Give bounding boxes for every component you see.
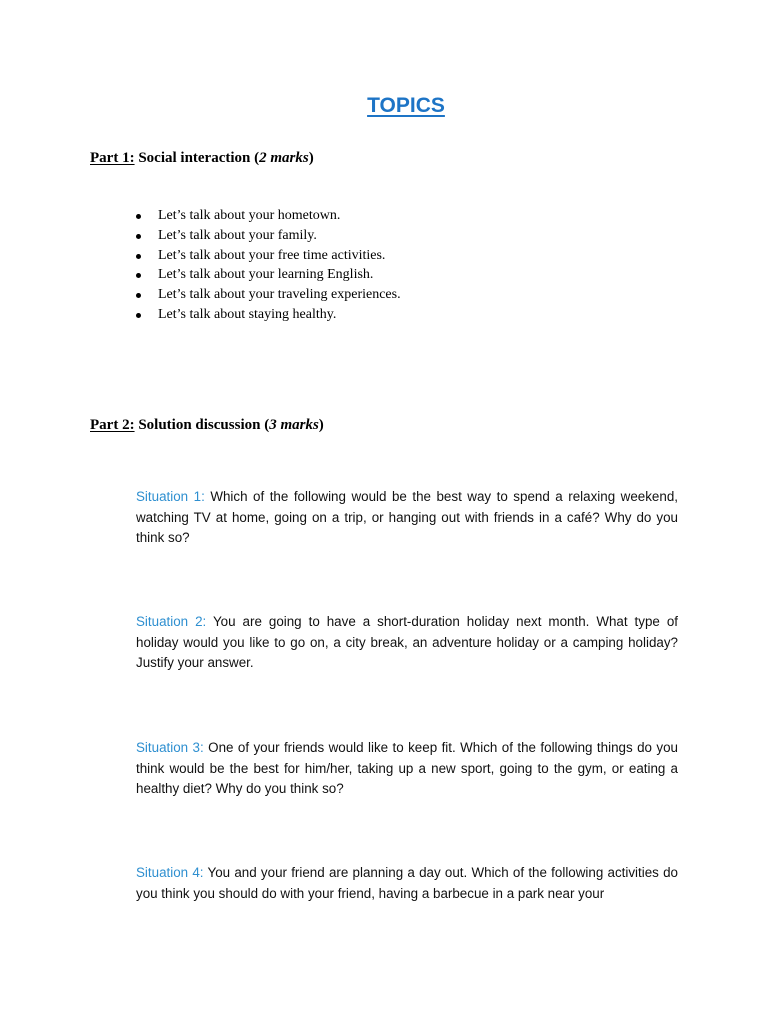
list-item: [133, 285, 401, 305]
list-item: [133, 206, 401, 226]
situation-4-label: Situation 4:: [136, 865, 204, 880]
list-item-text: Let’s talk about your family.: [158, 227, 317, 243]
situation-1-text: Which of the following would be the best way to spend a relaxing weekend, watching TV at home, going on a trip, or hanging out with friends in a café? Why do you think so?: [136, 489, 678, 546]
list-item: [133, 246, 401, 266]
bullet-icon: [136, 293, 141, 298]
bullet-icon: [136, 234, 141, 239]
situation-1: [136, 487, 678, 549]
bullet-icon: [136, 214, 141, 219]
situation-3: [136, 738, 678, 800]
part1-heading: [90, 150, 314, 167]
part2-marks-open: (: [264, 417, 270, 433]
list-item-text: Let’s talk about your traveling experiences.: [158, 287, 401, 303]
part1-label: Part 1:: [90, 150, 135, 166]
bullet-icon: [136, 273, 141, 278]
situation-2: [136, 612, 678, 674]
bullet-icon: [136, 254, 141, 259]
situation-4-text: You and your friend are planning a day out. Which of the following activities do you think you should do with your friend, having a barbecue in a park near your: [136, 865, 678, 901]
part2-marks-close: ): [318, 417, 324, 433]
situation-3-text: One of your friends would like to keep fit. Which of the following things do you think would be the best for him/her, taking up a new sport, going to the gym, or eating a healthy diet? Why do you think so?: [136, 740, 678, 797]
list-item-text: Let’s talk about staying healthy.: [158, 306, 337, 322]
list-item: [133, 305, 401, 325]
situation-3-label: Situation 3:: [136, 740, 204, 755]
part2-heading: [90, 417, 324, 434]
list-item: [133, 265, 401, 285]
part1-marks-open: (: [254, 150, 260, 166]
part1-marks-close: ): [308, 150, 314, 166]
list-item-text: Let’s talk about your hometown.: [158, 208, 341, 223]
part1-topic-list: [133, 206, 401, 325]
part1-name: Social interaction: [138, 150, 251, 166]
situation-2-label: Situation 2:: [136, 614, 207, 629]
part2-marks: 3 marks: [269, 417, 319, 433]
list-item-text: Let’s talk about your free time activities.: [158, 247, 386, 263]
bullet-icon: [136, 313, 141, 318]
list-item-text: Let’s talk about your learning English.: [158, 267, 374, 283]
part2-name: Solution discussion: [138, 417, 261, 433]
situation-4: [136, 863, 678, 904]
part1-marks: 2 marks: [259, 150, 309, 166]
situation-2-text: You are going to have a short-duration holiday next month. What type of holiday would you like to go on, a city break, an adventure holiday or a camping holiday? Justify your answer.: [136, 614, 678, 671]
list-item: [133, 226, 401, 246]
situation-1-label: Situation 1:: [136, 489, 205, 504]
page-title: TOPICS: [367, 94, 445, 117]
part2-label: Part 2:: [90, 417, 135, 433]
